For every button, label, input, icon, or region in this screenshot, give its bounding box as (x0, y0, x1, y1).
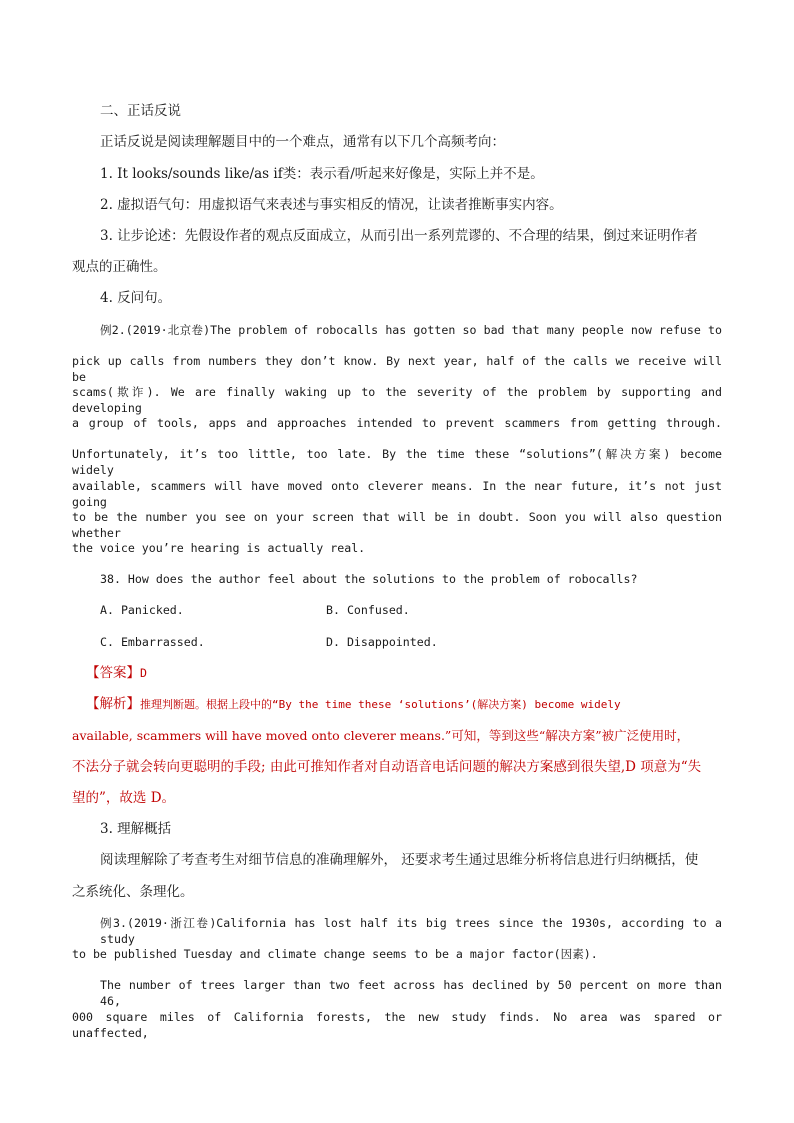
point-line: 4. 反问句。 (100, 290, 172, 306)
section-intro: 正话反说是阅读理解题目中的一个难点，通常有以下几个高频考向： (100, 134, 505, 150)
answer-value: D (140, 666, 147, 680)
example-line: to be the number you see on your screen that will be in doubt. Soon you will also question whether (72, 510, 722, 540)
example-line: Unfortunately, it’s too little, too late. By the time these “solutions”(解决方案) become widely (72, 447, 722, 477)
analysis-label: 【解析】 (86, 696, 140, 712)
section-heading: 二、正话反说 (100, 103, 181, 119)
section-line: 阅读理解除了考查考生对细节信息的准确理解外， 还要求考生通过思维分析将信息进行归纳概括，使 (100, 852, 699, 868)
point-line: 观点的正确性。 (72, 259, 167, 275)
question-text: 38. How does the author feel about the solutions to the problem of robocalls? (100, 572, 638, 586)
example-line: 000 square miles of California forests, the new study finds. No area was spared or unaffected, (72, 1010, 722, 1040)
analysis-line: 望的”，故选 D。 (72, 790, 176, 806)
example-line: 例3.(2019·浙江卷)California has lost half its big trees since the 1930s, according to a study (100, 916, 722, 946)
section-line: 之系统化、条理化。 (72, 884, 194, 900)
example-line: pick up calls from numbers they don’t know. By next year, half of the calls we receive will be (72, 354, 722, 384)
option-c: C. Embarrassed. (100, 635, 205, 649)
example-line: the voice you’re hearing is actually real. (72, 541, 366, 555)
option-a: A. Panicked. (100, 603, 184, 617)
analysis-line: 不法分子就会转向更聪明的手段; 由此可推知作者对自动语音电话问题的解决方案感到很失望,D 项意为“失 (72, 759, 702, 775)
example-line: a group of tools, apps and approaches intended to prevent scammers from getting through. (72, 416, 722, 430)
example-line: The number of trees larger than two feet across has declined by 50 percent on more than 46, (100, 978, 722, 1008)
answer-label: 【答案】 (86, 665, 140, 681)
analysis-text: 推理判断题。根据上段中的“By the time these ‘solutions’(解决方案) become widely (140, 698, 621, 711)
analysis-line (86, 696, 722, 713)
point-line: 2. 虚拟语气句：用虚拟语气来表述与事实相反的情况，让读者推断事实内容。 (100, 197, 563, 213)
answer-line (86, 665, 708, 681)
option-b: B. Confused. (326, 603, 410, 617)
option-d: D. Disappointed. (326, 635, 438, 649)
example-line: available, scammers will have moved onto cleverer means. In the near future, it’s not just going (72, 479, 722, 509)
analysis-line: available, scammers will have moved onto cleverer means.”可知，等到这些“解决方案”被广泛使用时， (72, 728, 690, 743)
point-line: 3. 让步论述：先假设作者的观点反面成立，从而引出一系列荒谬的、不合理的结果，倒过来证明作者 (100, 228, 698, 244)
point-line: 1. It looks/sounds like/as if类：表示看/听起来好像是，实际上并不是。 (100, 166, 544, 182)
example-line: scams(欺诈). We are finally waking up to the severity of the problem by supporting and developing (72, 385, 722, 415)
example-line: to be published Tuesday and climate change seems to be a major factor(因素). (72, 947, 598, 961)
example-line: 例2.(2019·北京卷)The problem of robocalls has gotten so bad that many people now refuse to (100, 323, 722, 337)
section-heading: 3. 理解概括 (100, 821, 172, 837)
